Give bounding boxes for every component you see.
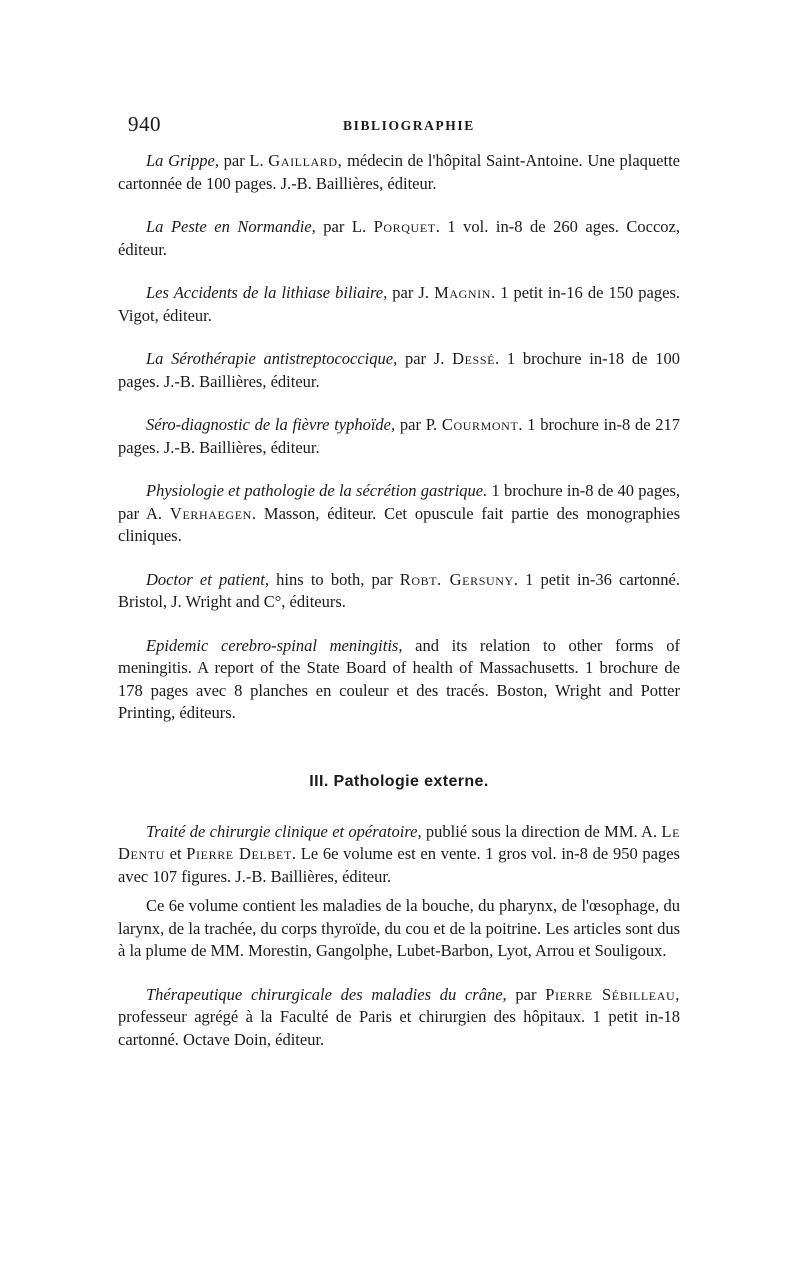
entry-text: . 1 petit in-36 cartonné. Bristol, J. Wright and C°, éditeurs. [118, 569, 680, 611]
running-head [118, 112, 680, 140]
entry-text: par L. [315, 217, 374, 236]
entry-text: et [164, 844, 187, 863]
bibliography-entry-serotherapie [118, 348, 680, 393]
entry-title: Traité de chirurgie clinique et opératoire, [146, 821, 422, 841]
entry-text: . 1 vol. in-8 de 260 ages. Coccoz, éditeur. [118, 217, 681, 259]
entry-text: par L. [218, 151, 269, 170]
entry-title: La Peste en Normandie, [146, 217, 316, 236]
bibliography-entry-grippe [118, 150, 680, 195]
book-page [118, 112, 680, 1072]
entry-text: par J. [387, 283, 435, 302]
entry-author: Robt. Gersuny [399, 569, 514, 589]
entry-author: Pierre Sébilleau, [545, 984, 680, 1004]
entry-title: Séro-diagnostic de la fièvre typhoïde, [146, 415, 396, 434]
entry-author: Pierre Delbet [186, 844, 292, 863]
entry-text: . Masson, éditeur. Cet opuscule fait partie des monographies cliniques. [118, 503, 680, 545]
entry-text: hins to both, par [268, 569, 400, 589]
entry-title: Epidemic cerebro-spinal meningitis, [146, 635, 403, 655]
entry-text: . Le 6e volume est en vente. 1 gros vol. in-8 de 950 pages avec 107 figures. J.-B. Baillières, éditeur. [118, 844, 680, 886]
entry-title: La Grippe, [146, 151, 219, 170]
entry-text: and its relation to other forms of meningitis. A report of the State Board of health of Massachusetts. 1 brochure de 178 pages avec 8 planches en couleur et des tracés. Boston, Wright and Potter Printing, éditeurs. [118, 635, 680, 722]
entry-author: Verhaegen [169, 503, 252, 523]
entry-text: 1 brochure in-8 de 40 pages, par A. [118, 481, 680, 523]
entry-author: Dessé [452, 349, 496, 368]
entry-text: par P. [395, 415, 442, 434]
entry-title: Les Accidents de la lithiase biliaire, [146, 283, 388, 302]
section-heading: III. Pathologie externe. [309, 772, 489, 790]
entry-author: Porquet [373, 217, 436, 236]
entry-title: Physiologie et pathologie de la sécrétion gastrique. [146, 481, 488, 500]
bibliography-entry-physiologie [118, 480, 680, 548]
entry-text: publié sous la direction de MM. A. [421, 821, 662, 841]
entry-text: . 1 brochure in-8 de 217 pages. J.-B. Baillières, éditeur. [118, 415, 681, 457]
entry-title: La Sérothérapie antistreptococcique, [146, 349, 398, 368]
bibliography-entry-peste [118, 216, 680, 261]
entry-text: par [506, 984, 546, 1004]
bibliography-entry-therapeutique [118, 984, 680, 1052]
entry-text: . 1 petit in-16 de 150 pages. Vigot, éditeur. [118, 283, 680, 325]
bibliography-entry-lithiase [118, 282, 680, 327]
bibliography-entry-sero-diagnostic [118, 414, 680, 459]
bibliography-entry-traite-chirurgie [118, 821, 680, 889]
entry-author: Gaillard, [268, 151, 343, 170]
entry-author: Magnin [434, 283, 491, 302]
entry-text: professeur agrégé à la Faculté de Paris et chirurgien des hôpitaux. 1 petit in-18 cartonné. Octave Doin, éditeur. [118, 1007, 680, 1049]
entry-description: Ce 6e volume contient les maladies de la bouche, du pharynx, de l'œsophage, du larynx, de la trachée, du corps thyroïde, du cou et de la poitrine. Les articles sont dus à la plume de MM. Morestin, Gangolphe, Lubet-Barbon, Lyot, Arrou et Souligoux. [118, 896, 680, 960]
entry-title: Thérapeutique chirurgicale des maladies du crâne, [146, 984, 507, 1004]
running-title: BIBLIOGRAPHIE [343, 118, 475, 133]
entry-text: . 1 brochure in-18 de 100 pages. J.-B. Baillières, éditeur. [118, 349, 680, 391]
entry-text: par J. [397, 349, 453, 368]
bibliography-entry-meningitis [118, 635, 680, 725]
page-number: 940 [128, 112, 161, 136]
entry-author: Le Dentu [118, 821, 681, 863]
entry-title: Doctor et patient, [146, 569, 269, 589]
entry-text: médecin de l'hôpital Saint-Antoine. Une plaquette cartonnée de 100 pages. J.-B. Baillières, éditeur. [118, 151, 680, 193]
entry-author: Courmont [441, 415, 519, 434]
bibliography-entry-doctor-patient [118, 569, 680, 614]
